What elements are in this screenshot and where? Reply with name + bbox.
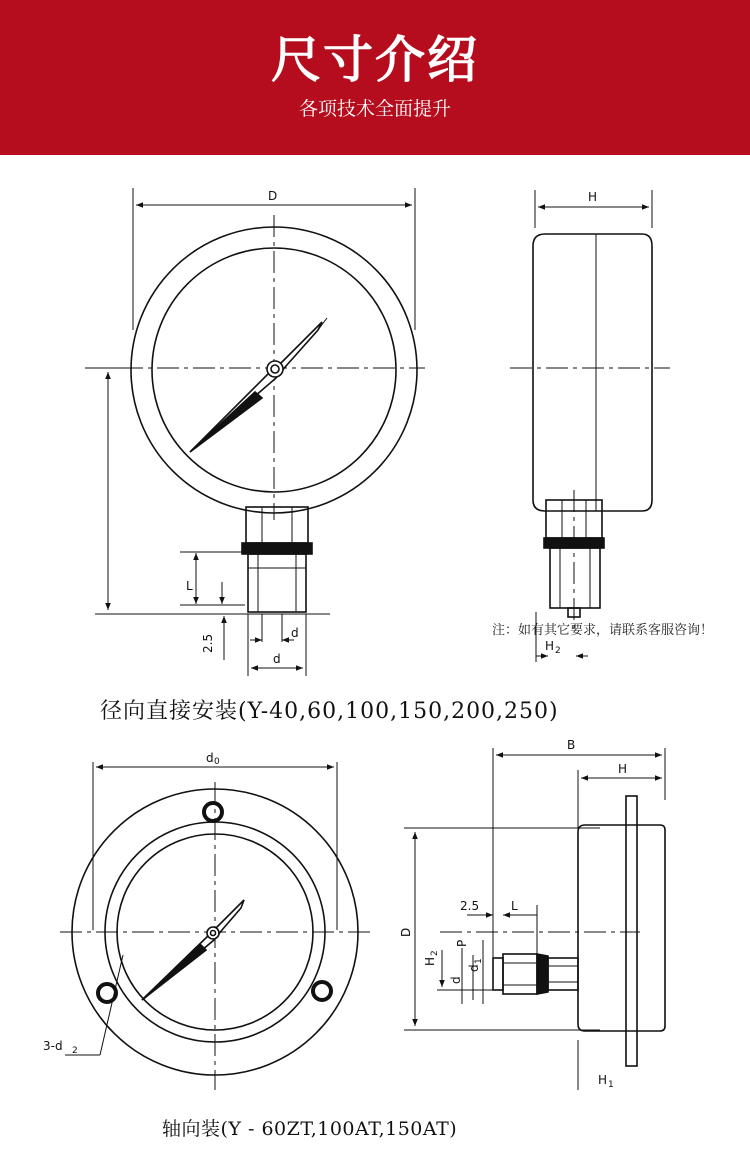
label-H: H (588, 190, 598, 204)
label-d0: d (206, 751, 214, 765)
side-view-labels (545, 190, 597, 656)
gauge-side-view (510, 190, 670, 662)
axial-gauge-front-view (60, 762, 372, 1090)
label-H2-sub: 2 (555, 646, 561, 656)
label-holes-sub: 2 (72, 1046, 78, 1056)
label-P: P (455, 939, 469, 947)
front-view-labels (186, 189, 299, 666)
label-H2-sub: 2 (430, 950, 440, 956)
label-d: d (273, 652, 281, 666)
diagram2-caption: 轴向装(Y - 60ZT,100AT,150AT) (162, 1118, 458, 1140)
label-d: d (449, 976, 463, 984)
axial-gauge-side-view (404, 748, 665, 1090)
label-L: L (186, 579, 193, 593)
axial-side-labels (399, 738, 627, 1090)
page-subtitle: 各项技术全面提升 (298, 98, 451, 120)
label-d0-sub: 0 (214, 757, 220, 767)
label-D: D (399, 927, 413, 937)
diagram1-caption: 径向直接安装(Y-40,60,100,150,200,250) (100, 699, 559, 724)
label-H1-sub: 1 (608, 1080, 614, 1090)
label-H2: H (545, 639, 555, 653)
label-D: D (268, 189, 278, 203)
label-H: H (618, 762, 628, 776)
gauge-front-view (85, 188, 425, 676)
label-gap: 2.5 (460, 899, 480, 913)
label-H2: H (423, 956, 437, 966)
label-holes: 3-d (43, 1039, 63, 1053)
label-d1-sub: 1 (474, 958, 484, 964)
page-title: 尺寸介绍 (271, 31, 479, 89)
label-H1: H (598, 1073, 608, 1087)
axial-front-labels (43, 751, 220, 1056)
label-d1: d (467, 964, 481, 972)
label-B: B (567, 738, 576, 752)
label-d-small: d (291, 626, 299, 640)
label-L: L (511, 899, 518, 913)
contact-note: 注：如有其它要求，请联系客服咨询！ (492, 623, 714, 638)
label-gap: 2.5 (201, 633, 215, 653)
